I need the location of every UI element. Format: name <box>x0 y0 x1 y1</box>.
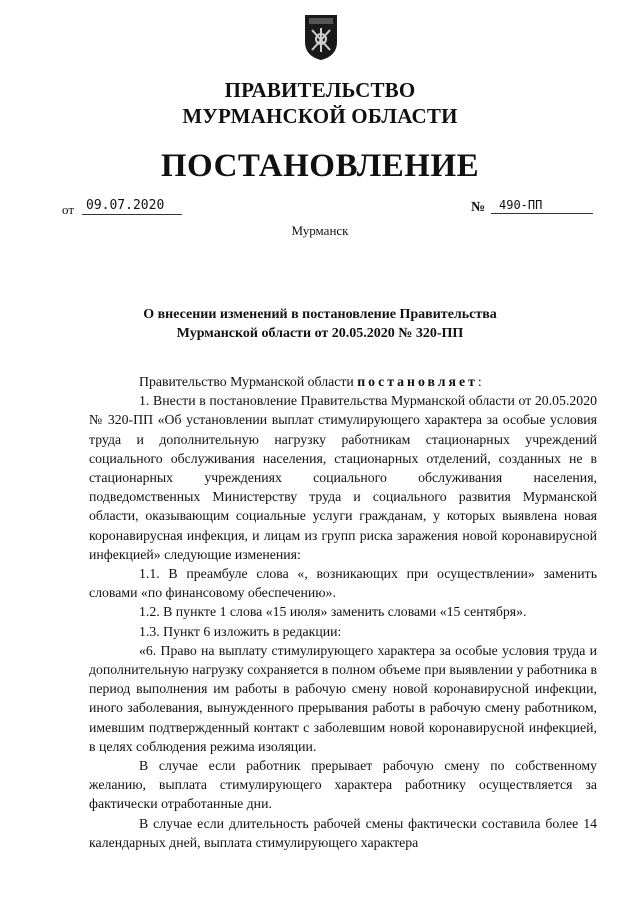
intro-suffix: : <box>477 374 482 389</box>
paragraph-6-2: В случае если работник прерывает рабочую смену по собственному желанию, выплата стимулирующего характера работнику осуществляется за фактически отработанные дни. <box>89 758 597 812</box>
subject-line1: О внесении изменений в постановление Правительства <box>143 307 497 322</box>
city-name: Мурманск <box>291 223 349 238</box>
document-subject <box>100 305 540 343</box>
paragraph-6-3: В случае если длительность рабочей смены фактически составила более 14 календарных дней, выплата стимулирующего характера <box>89 815 597 850</box>
document-number: 490-ПП <box>491 197 593 214</box>
intro-paragraph <box>89 372 597 391</box>
document-body <box>89 372 597 852</box>
subject-line2: Мурманской области от 20.05.2020 № 320-ПП <box>176 326 464 341</box>
date-prefix: от <box>62 202 75 217</box>
paragraph-1: 1. Внести в постановление Правительства Мурманской области от 20.05.2020 № 320-ПП «Об установлении выплат стимулирующего характера за особые условия труда и дополнительную нагрузку работникам стационарных учреждений социального обслуживания населения, стационарных отделений, созданных не в стационарных учреждениях социального обслуживания населения, подведомственных Министерству труда и социального развития Мурманской области, оказывающим социальные услуги гражданам, у которых выявлена новая коронавирусная инфекция, и лицам из групп риска заражения новой коронавирусной инфекцией» следующие изменения: <box>89 393 597 562</box>
government-title-line1: ПРАВИТЕЛЬСТВО <box>224 78 416 102</box>
paragraph-1-3: 1.3. Пункт 6 изложить в редакции: <box>139 623 342 639</box>
document-type-title: ПОСТАНОВЛЕНИЕ <box>160 148 480 184</box>
number-sign: № <box>471 200 486 215</box>
intro-decision-word: постановляет <box>357 374 478 389</box>
murmansk-coat-of-arms-icon <box>302 12 340 62</box>
document-date: 09.07.2020 <box>82 197 182 215</box>
paragraph-6: «6. Право на выплату стимулирующего характера за особые условия труда и дополнительную нагрузку сохраняется в полном объеме при выявлении у работника в период выполнения им работы в рабочую смену новой коронавирусной инфекции, иного заболевания, вынужденного прерывания работы в рабочую смену работником, имевшим подтвержденный контакт с заболевшим новой коронавирусной инфекцией, в целях соблюдения режима изоляции. <box>89 642 597 754</box>
government-title-line2: МУРМАНСКОЙ ОБЛАСТИ <box>182 104 458 128</box>
paragraph-1-2: 1.2. В пункте 1 слова «15 июля» заменить словами «15 сентября». <box>139 604 527 620</box>
paragraph-1-1: 1.1. В преамбуле слова «, возникающих при осуществлении» заменить словами «по финансовому обеспечению». <box>89 566 597 601</box>
intro-prefix: Правительство Мурманской области <box>139 374 358 389</box>
